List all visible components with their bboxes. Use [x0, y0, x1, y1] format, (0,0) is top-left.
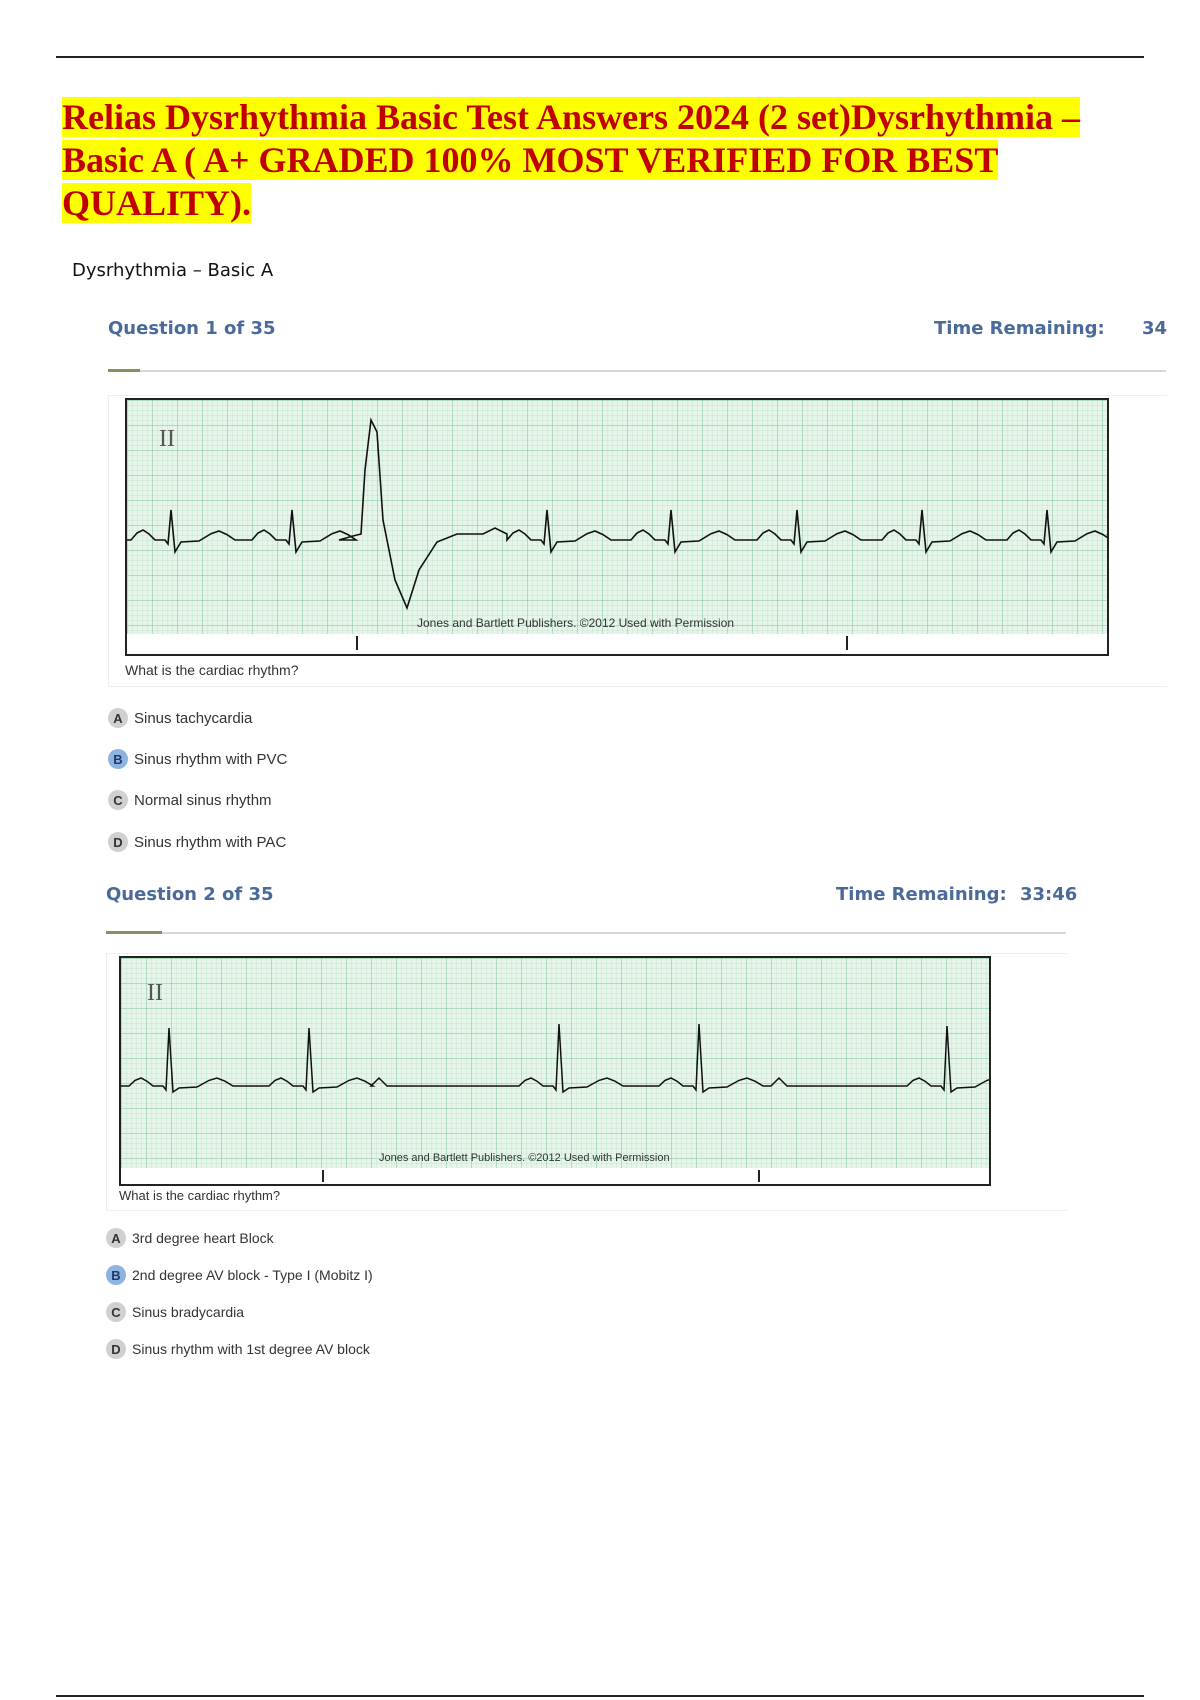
- document-subtitle: Dysrhythmia – Basic A: [72, 260, 274, 281]
- question-2-time-label: Time Remaining:: [836, 884, 1007, 905]
- option-letter-badge-selected: B: [106, 1265, 126, 1285]
- question-2-option-a[interactable]: [106, 1228, 274, 1248]
- question-1-ecg-strip: [125, 398, 1109, 656]
- option-text: Sinus rhythm with PVC: [134, 750, 288, 768]
- question-1-progress-bar: [108, 370, 1166, 372]
- option-text: Sinus rhythm with PAC: [134, 833, 287, 851]
- question-2-card: [106, 953, 1067, 1211]
- question-1-option-d[interactable]: [108, 832, 286, 852]
- option-letter-badge: C: [108, 790, 128, 810]
- question-1-prompt: What is the cardiac rhythm?: [125, 662, 299, 678]
- question-2-option-b[interactable]: [106, 1265, 373, 1285]
- option-text: 2nd degree AV block - Type I (Mobitz I): [132, 1267, 373, 1283]
- question-1-credit: Jones and Bartlett Publishers. ©2012 Used with Permission: [417, 616, 734, 630]
- question-1-option-c[interactable]: [108, 790, 272, 810]
- question-2-progress-bar: [106, 932, 1066, 934]
- question-1-card: [108, 395, 1167, 687]
- option-text: Normal sinus rhythm: [134, 791, 272, 809]
- option-letter-badge: C: [106, 1302, 126, 1322]
- ecg-footer: [127, 634, 1107, 654]
- question-2-ecg-strip: [119, 956, 991, 1186]
- question-2-progress-fill: [106, 931, 162, 934]
- question-1-option-b[interactable]: [108, 749, 287, 769]
- ecg-grid: [127, 400, 1107, 634]
- question-2-option-d[interactable]: [106, 1339, 370, 1359]
- question-1-progress-fill: [108, 369, 140, 372]
- option-text: Sinus rhythm with 1st degree AV block: [132, 1341, 370, 1357]
- top-rule: [56, 56, 1144, 58]
- option-text: Sinus bradycardia: [132, 1304, 245, 1320]
- question-2-header: Question 2 of 35: [106, 884, 274, 905]
- question-1-header: Question 1 of 35: [108, 318, 276, 339]
- document-title: Relias Dysrhythmia Basic Test Answers 2024 (2 set)Dysrhythmia – Basic A ( A+ GRADED 100% MOST VERIFIED FOR BEST QUALITY).: [62, 97, 1081, 223]
- question-1-option-a[interactable]: [108, 708, 252, 728]
- ecg-footer: [121, 1168, 989, 1184]
- question-1-time-label: Time Remaining:: [934, 318, 1105, 339]
- option-letter-badge-selected: B: [108, 749, 128, 769]
- question-1-time-value: 34: [1142, 318, 1168, 339]
- option-letter-badge: D: [108, 832, 128, 852]
- question-2-prompt: What is the cardiac rhythm?: [119, 1188, 281, 1203]
- question-2-credit: Jones and Bartlett Publishers. ©2012 Used with Permission: [379, 1152, 670, 1164]
- option-text: Sinus tachycardia: [134, 709, 253, 727]
- option-letter-badge: D: [106, 1339, 126, 1359]
- bottom-rule: [56, 1695, 1144, 1697]
- ecg-grid: [121, 958, 989, 1168]
- question-2-ecg-svg: [121, 958, 989, 1184]
- question-2-time-value: 33:46: [1020, 884, 1078, 905]
- question-1-lead-label: II: [159, 426, 175, 452]
- question-2-lead-label: II: [147, 980, 163, 1006]
- option-text: 3rd degree heart Block: [132, 1230, 274, 1246]
- question-2-option-c[interactable]: [106, 1302, 244, 1322]
- option-letter-badge: A: [108, 708, 128, 728]
- option-letter-badge: A: [106, 1228, 126, 1248]
